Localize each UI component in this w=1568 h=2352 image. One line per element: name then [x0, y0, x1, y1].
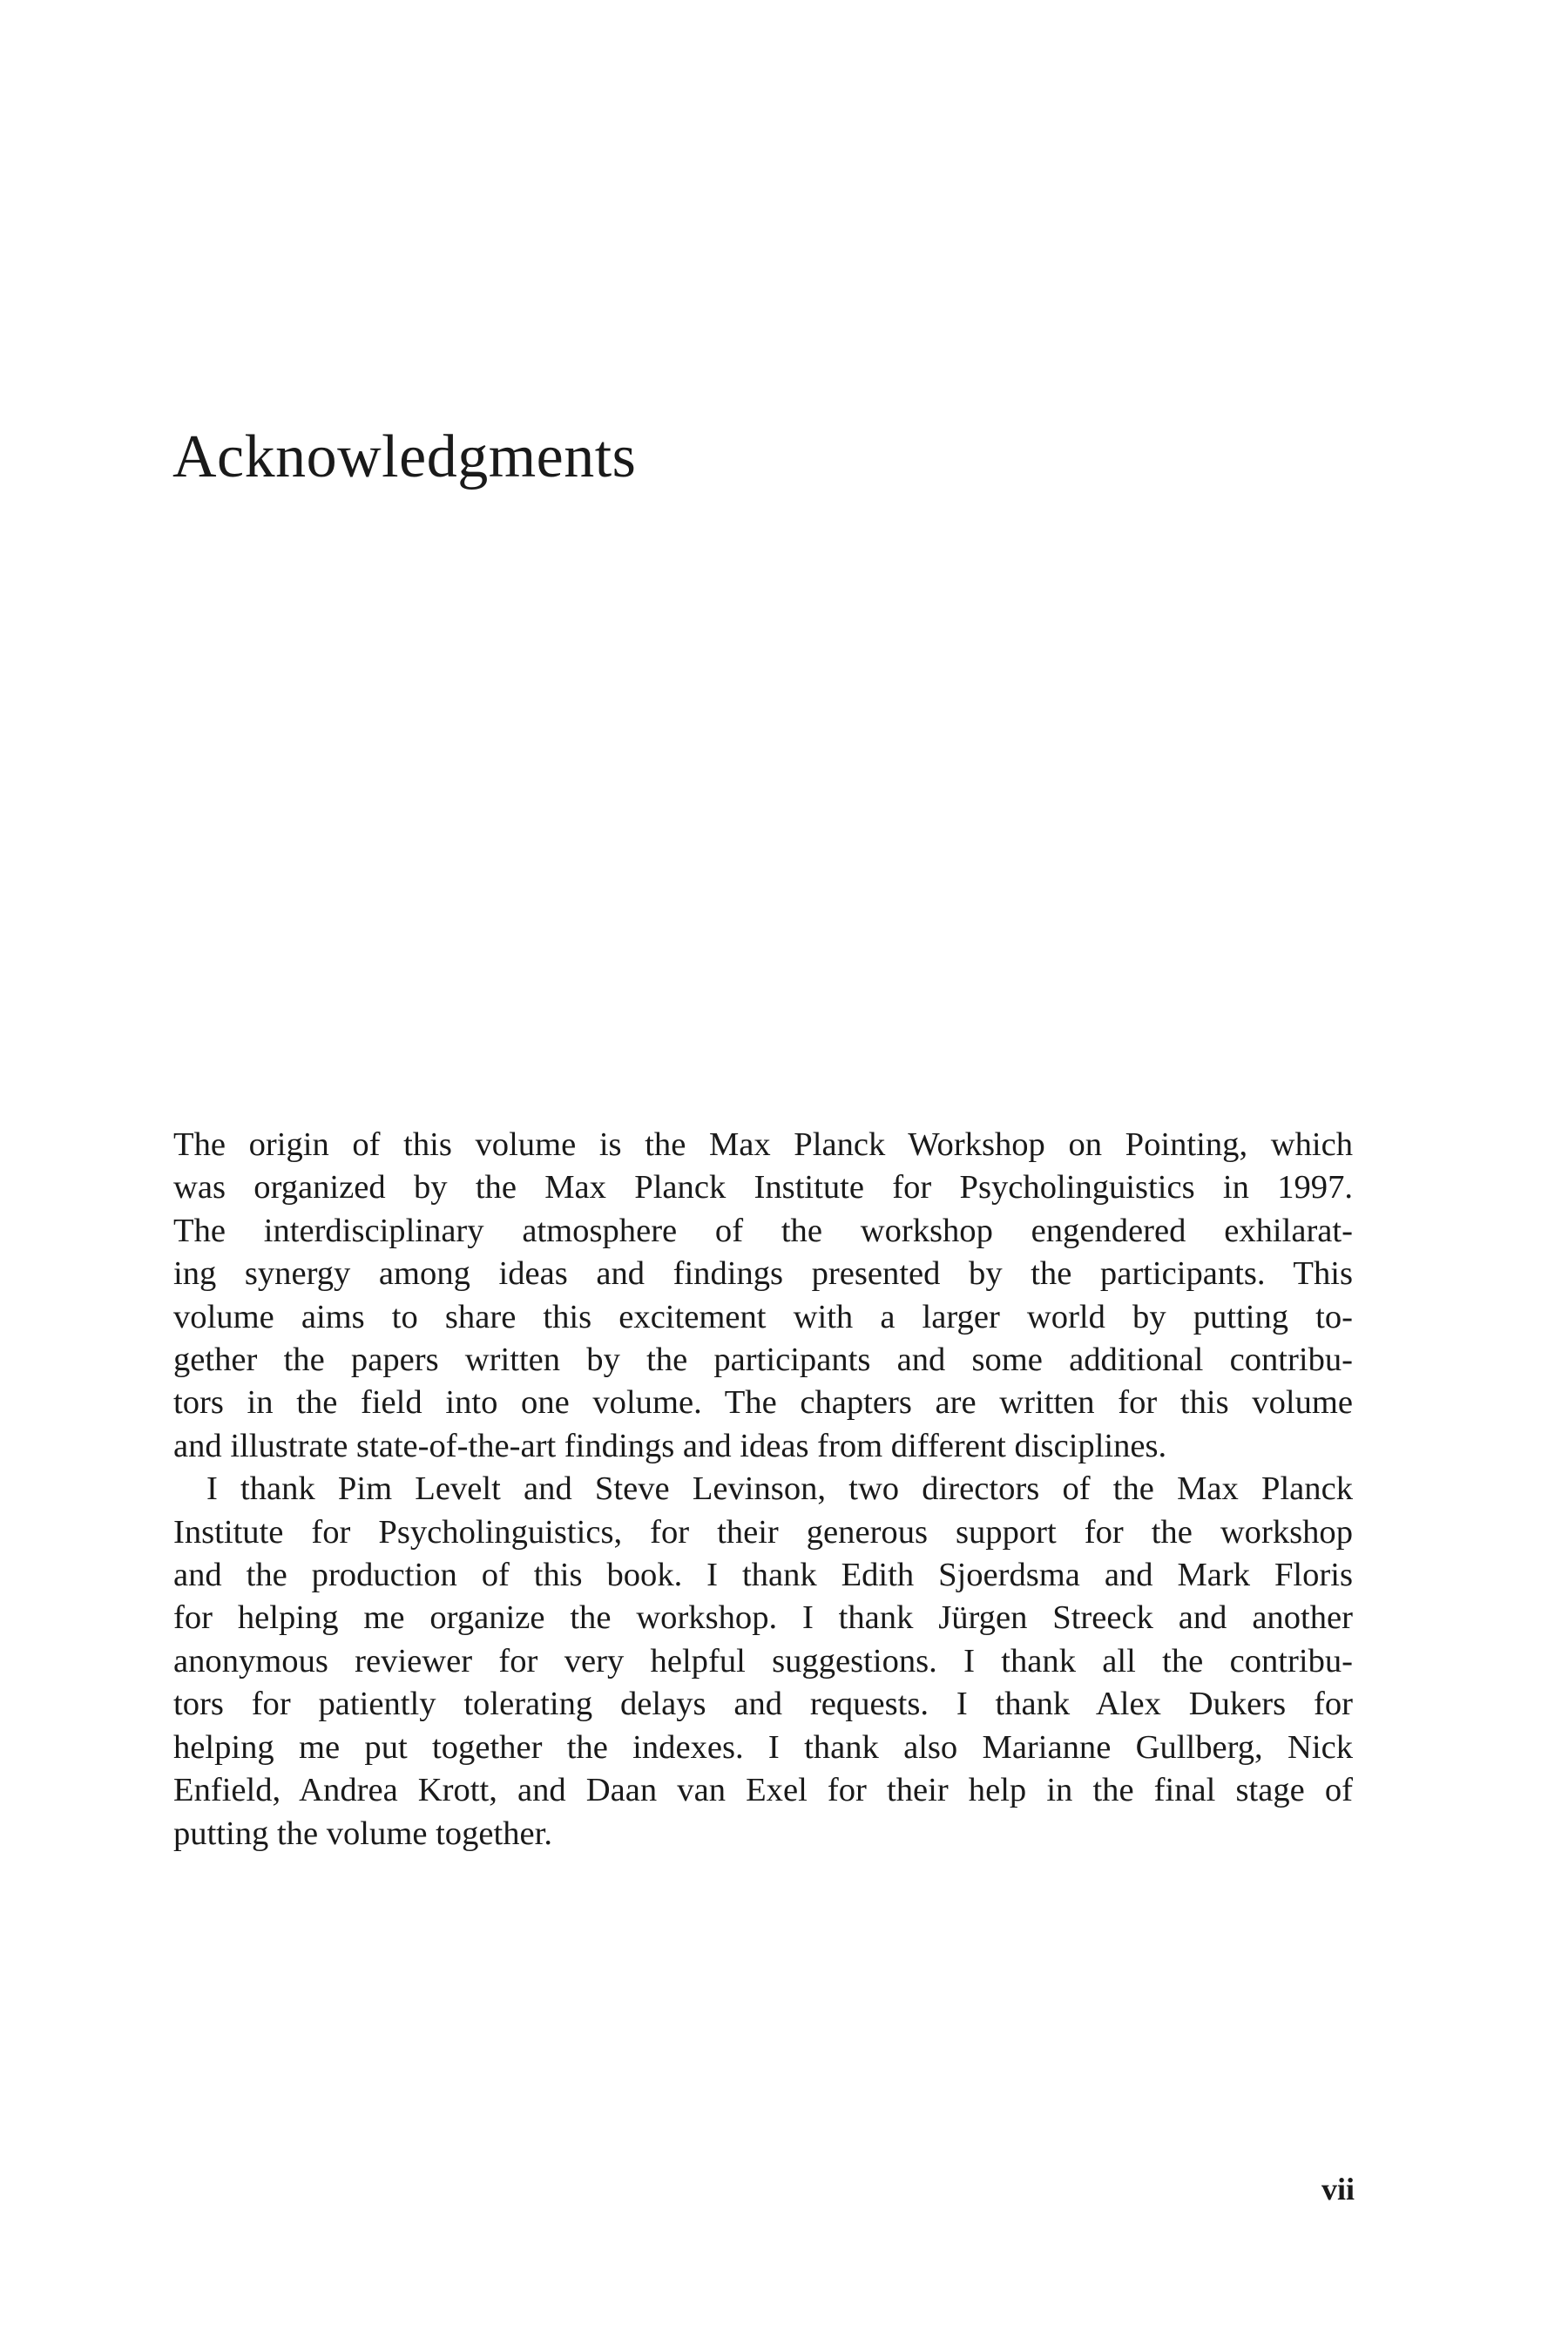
text-line: Institute for Psycholinguistics, for their generous support for the workshop	[173, 1513, 1353, 1551]
text-line: for helping me organize the workshop. I thank Jürgen Streeck and another	[173, 1599, 1353, 1637]
paragraph-thanks	[173, 1468, 1353, 1855]
text-line: gether the papers written by the participants and some additional contribu-	[173, 1342, 1353, 1379]
text-line: was organized by the Max Planck Institute for Psycholinguistics in 1997.	[173, 1169, 1353, 1206]
text-line: Enfield, Andrea Krott, and Daan van Exel for their help in the final stage of	[173, 1772, 1353, 1809]
text-line: and illustrate state-of-the-art findings and ideas from different disciplines.	[173, 1427, 1167, 1464]
paragraph-origin	[173, 1124, 1353, 1468]
text-line: volume aims to share this excitement with a larger world by putting to-	[173, 1298, 1353, 1335]
text-line: anonymous reviewer for very helpful suggestions. I thank all the contribu-	[173, 1642, 1353, 1680]
text-line: I thank Pim Levelt and Steve Levinson, two directors of the Max Planck	[206, 1470, 1353, 1508]
text-line: ing synergy among ideas and findings presented by the participants. This	[173, 1255, 1353, 1293]
text-line: and the production of this book. I thank Edith Sjoerdsma and Mark Floris	[173, 1557, 1353, 1594]
text-line: The origin of this volume is the Max Planck Workshop on Pointing, which	[173, 1126, 1353, 1163]
body-text	[173, 1124, 1353, 1855]
text-line: tors for patiently tolerating delays and requests. I thank Alex Dukers for	[173, 1686, 1353, 1723]
text-line: The interdisciplinary atmosphere of the workshop engendered exhilarat-	[173, 1212, 1353, 1249]
text-line: putting the volume together.	[173, 1815, 553, 1852]
text-line: tors in the field into one volume. The chapters are written for this volume	[173, 1384, 1353, 1422]
chapter-title: Acknowledgments	[172, 423, 637, 490]
text-line: helping me put together the indexes. I thank also Marianne Gullberg, Nick	[173, 1728, 1353, 1766]
page-number: vii	[1321, 2172, 1355, 2207]
